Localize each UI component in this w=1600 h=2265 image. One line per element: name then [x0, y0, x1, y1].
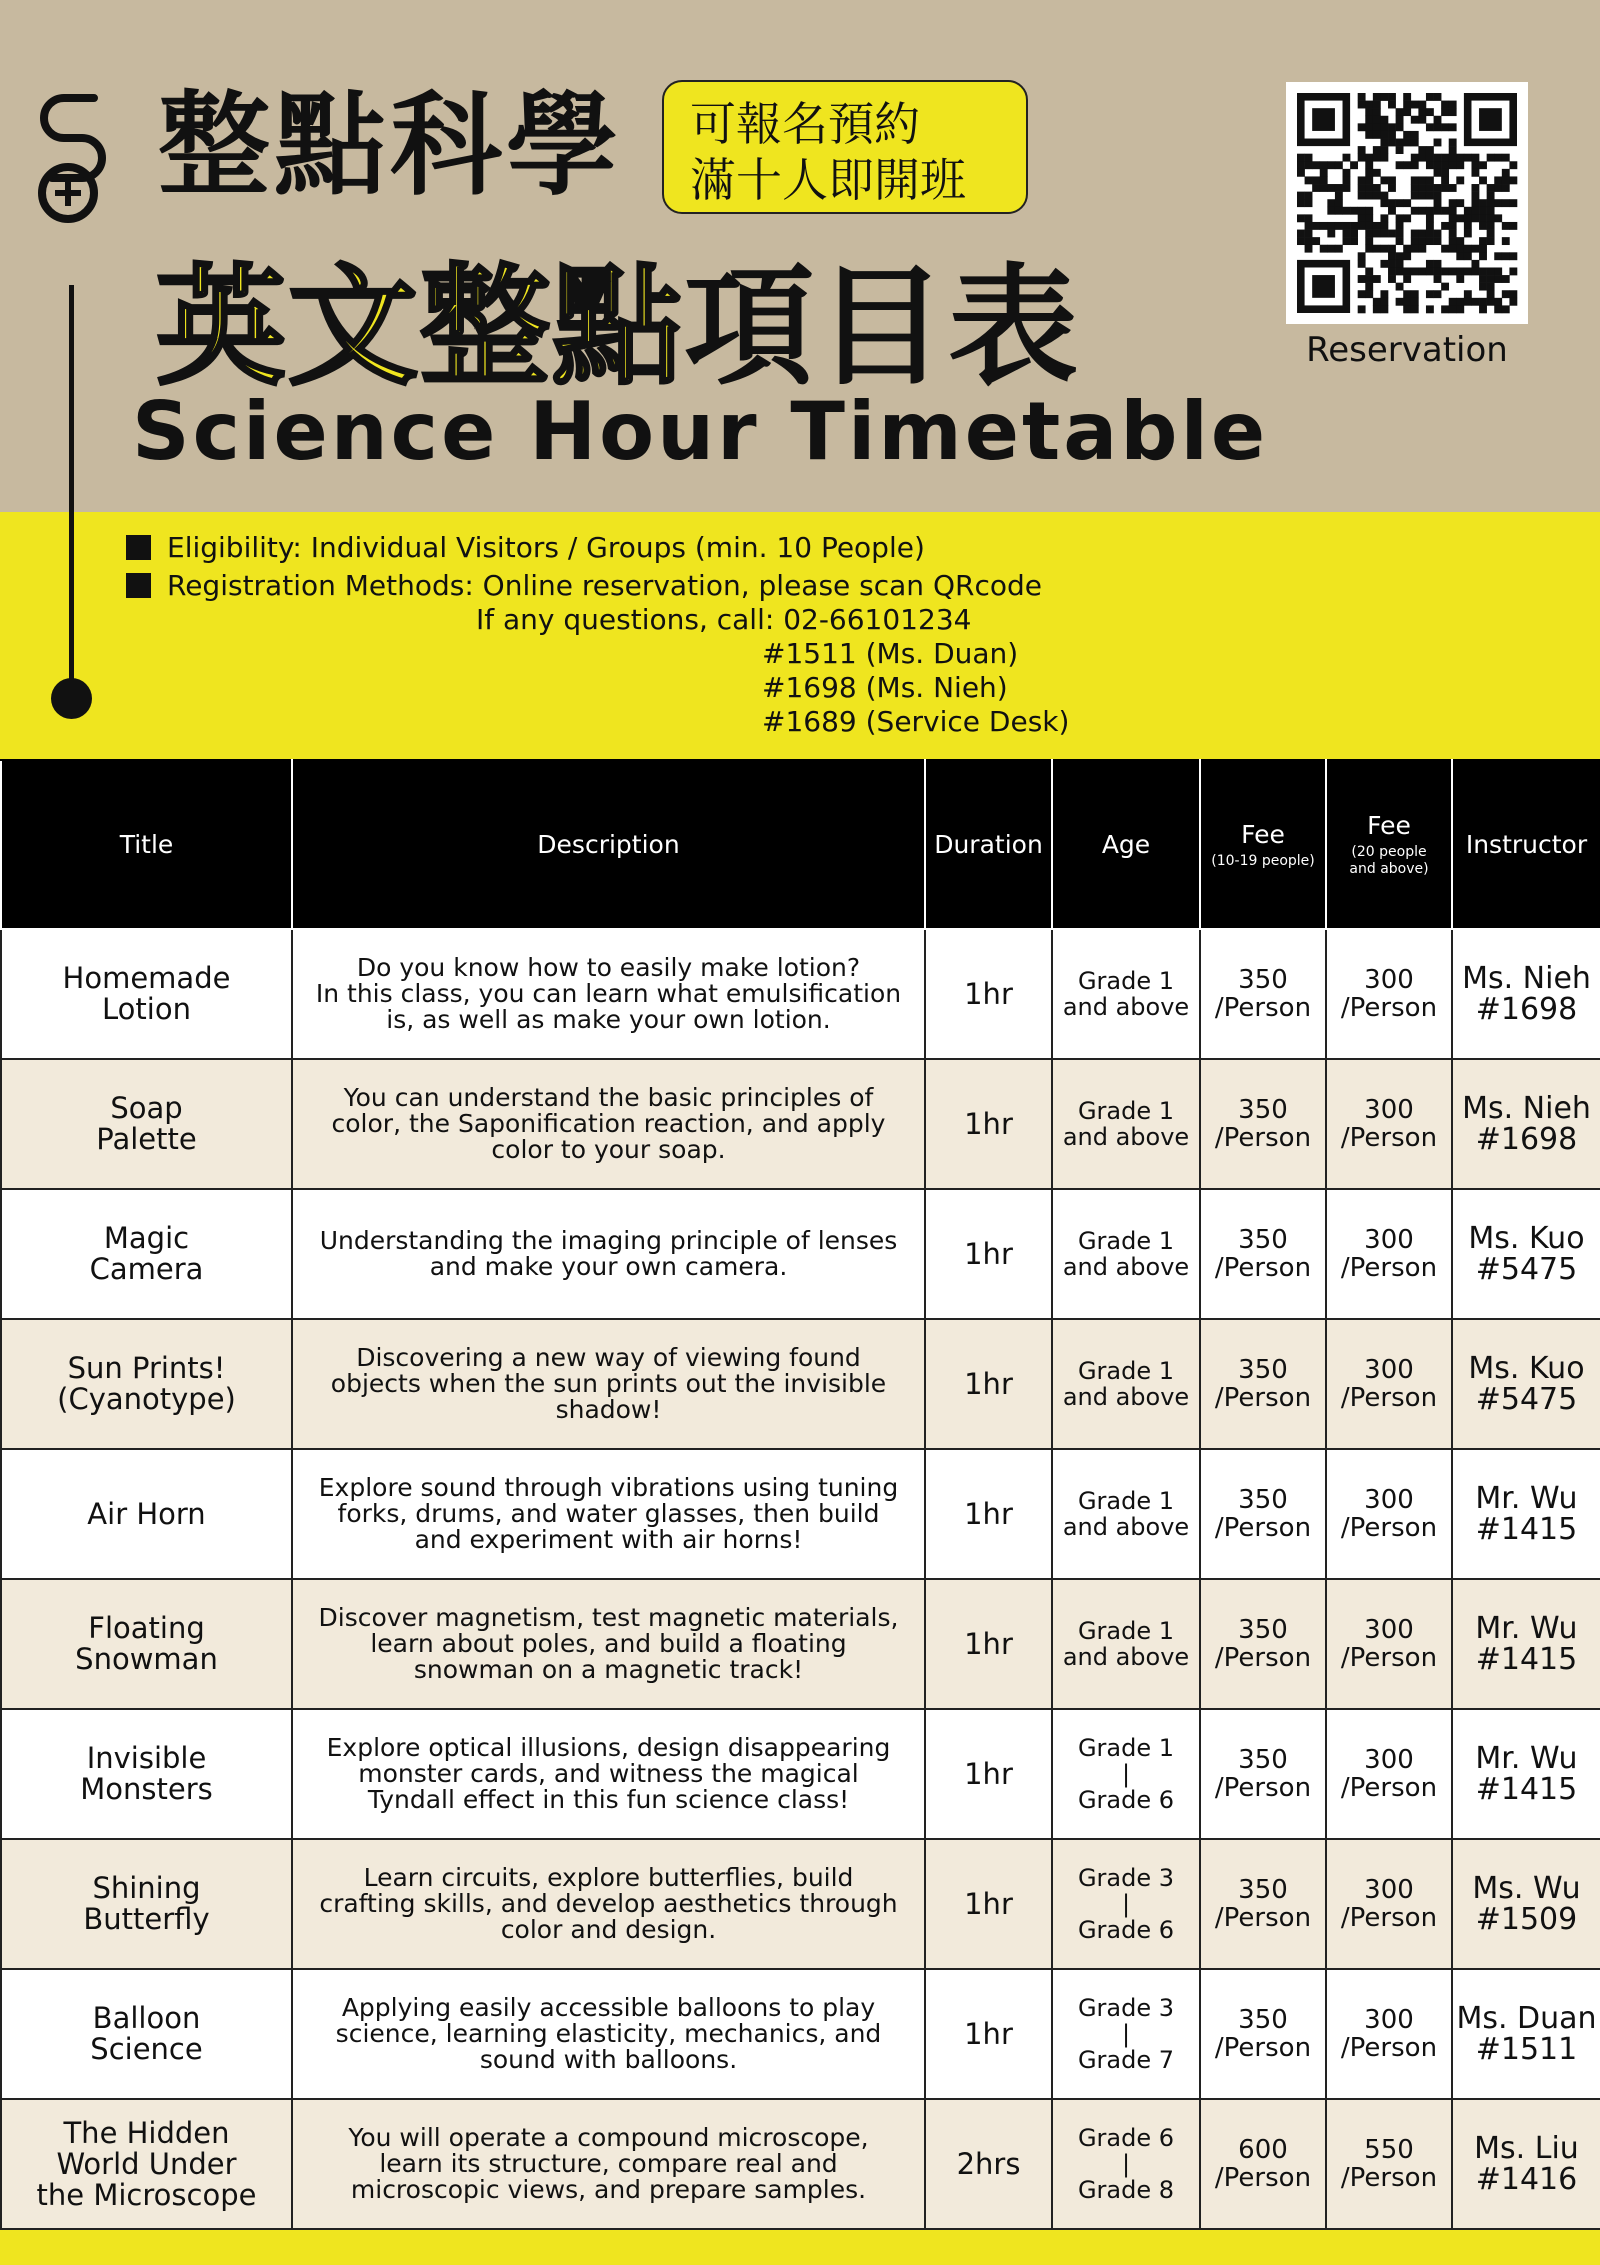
cell-description — [292, 929, 925, 1059]
cell-fee-small-group-line: 350 — [1238, 1875, 1288, 1905]
cell-age — [1052, 1319, 1200, 1449]
cell-instructor-line: #1698 — [1475, 992, 1578, 1027]
bullet-square-icon — [126, 573, 151, 598]
cell-instructor — [1452, 1189, 1600, 1319]
cell-age-line: Grade 1 — [1077, 1734, 1175, 1762]
cell-fee-small-group-line: 600 — [1238, 2135, 1288, 2165]
cell-title — [1, 1969, 292, 2099]
table-row — [1, 929, 1600, 1059]
cell-instructor-line: Ms. Wu — [1472, 1871, 1581, 1906]
cell-description-line: and make your own camera. — [429, 1252, 788, 1281]
cell-age-line: Grade 8 — [1077, 2176, 1175, 2204]
cell-instructor — [1452, 1969, 1600, 2099]
cell-description — [292, 1449, 925, 1579]
cell-fee-large-group-line: 300 — [1364, 2005, 1414, 2035]
cell-fee-small-group-line: /Person — [1214, 1123, 1312, 1153]
cell-duration: 2hrs — [925, 2099, 1052, 2229]
cell-fee-small-group-line: 350 — [1238, 1225, 1288, 1255]
cell-title — [1, 1839, 292, 1969]
cell-duration: 1hr — [925, 1839, 1052, 1969]
fee2-note-line-1: (20 people — [1351, 844, 1427, 860]
cell-fee-large-group-line: 300 — [1364, 1745, 1414, 1775]
cell-fee-small-group — [1200, 1449, 1326, 1579]
cell-title-line: Homemade — [62, 961, 231, 995]
cell-instructor-line: #1416 — [1475, 2162, 1578, 2197]
table-row — [1, 1319, 1600, 1449]
cell-age-line: and above — [1062, 1123, 1190, 1151]
cell-age-line: and above — [1062, 1383, 1190, 1411]
cell-description — [292, 1189, 925, 1319]
cell-description-line: science, learning elasticity, mechanics, and — [335, 2019, 882, 2048]
cell-duration: 1hr — [925, 1189, 1052, 1319]
cell-age-line: and above — [1062, 1643, 1190, 1671]
cell-age-line: Grade 3 — [1077, 1864, 1175, 1892]
cell-age — [1052, 929, 1200, 1059]
qr-code-graphic — [1286, 82, 1528, 324]
registration-text: Registration Methods: Online reservation, please scan QRcode — [167, 569, 1042, 602]
cell-fee-large-group-line: /Person — [1340, 1773, 1438, 1803]
cell-age — [1052, 1709, 1200, 1839]
cell-instructor — [1452, 1319, 1600, 1449]
cell-fee-small-group-line: 350 — [1238, 2005, 1288, 2035]
cell-title-line: Butterfly — [83, 1902, 210, 1936]
cell-age-line: | — [1121, 2150, 1131, 2178]
cell-title — [1, 1319, 292, 1449]
cell-age-line: Grade 1 — [1077, 1227, 1175, 1255]
cell-fee-small-group-line: 350 — [1238, 965, 1288, 995]
cell-description — [292, 1059, 925, 1189]
cell-description — [292, 1709, 925, 1839]
table-row — [1, 1579, 1600, 1709]
cell-fee-large-group — [1326, 1059, 1452, 1189]
cell-description-line: You will operate a compound microscope, — [348, 2123, 869, 2152]
cell-duration: 1hr — [925, 1709, 1052, 1839]
cell-fee-small-group — [1200, 1189, 1326, 1319]
cell-instructor-line: #1415 — [1475, 1772, 1578, 1807]
cell-title — [1, 1189, 292, 1319]
cell-age-line: Grade 6 — [1077, 2124, 1175, 2152]
cell-description — [292, 2099, 925, 2229]
cell-fee-large-group-line: /Person — [1340, 993, 1438, 1023]
cell-description-line: is, as well as make your own lotion. — [386, 1005, 831, 1034]
cell-fee-large-group — [1326, 2099, 1452, 2229]
cell-title — [1, 1709, 292, 1839]
cell-description — [292, 1319, 925, 1449]
page-title-en: Science Hour Timetable — [132, 385, 1269, 478]
bullet-square-icon — [126, 535, 151, 560]
cell-fee-small-group-line: 350 — [1238, 1355, 1288, 1385]
cell-title-line: Monsters — [80, 1772, 213, 1806]
cell-description — [292, 1579, 925, 1709]
cell-description-line: shadow! — [555, 1395, 662, 1424]
cell-description-line: monster cards, and witness the magical — [358, 1759, 859, 1788]
cell-age-line: Grade 1 — [1077, 1097, 1175, 1125]
cell-description — [292, 1969, 925, 2099]
cell-title-line: Camera — [89, 1252, 204, 1286]
cell-age — [1052, 1059, 1200, 1189]
cell-description-line: Explore optical illusions, design disappearing — [326, 1733, 891, 1762]
cell-title-line: Science — [90, 2032, 203, 2066]
cell-fee-large-group — [1326, 1969, 1452, 2099]
table-row — [1, 1059, 1600, 1189]
cell-instructor-line: #1415 — [1475, 1512, 1578, 1547]
cell-instructor — [1452, 1839, 1600, 1969]
table-row — [1, 1839, 1600, 1969]
cell-title-line: The Hidden — [63, 2115, 230, 2150]
cell-age-line: Grade 1 — [1077, 967, 1175, 995]
decorative-dot — [51, 678, 92, 719]
title-cn-yellow: 英文整點 — [156, 251, 685, 403]
cell-fee-large-group-line: 300 — [1364, 1485, 1414, 1515]
cell-age — [1052, 1969, 1200, 2099]
cell-age — [1052, 1579, 1200, 1709]
cell-title-line: Soap — [110, 1091, 183, 1125]
cell-description-line: sound with balloons. — [479, 2045, 738, 2074]
cell-age — [1052, 2099, 1200, 2229]
cell-description-line: Learn circuits, explore butterflies, build — [363, 1863, 854, 1892]
header-instructor: Instructor — [1452, 760, 1600, 929]
cell-fee-large-group-line: /Person — [1340, 1253, 1438, 1283]
cell-title-line: (Cyanotype) — [57, 1382, 236, 1416]
cell-fee-small-group-line: /Person — [1214, 1643, 1312, 1673]
cell-title-line: Sun Prints! — [67, 1351, 226, 1385]
cell-instructor-line: #1511 — [1475, 2032, 1578, 2067]
cell-duration: 1hr — [925, 1319, 1052, 1449]
cell-fee-large-group-line: 300 — [1364, 1355, 1414, 1385]
fee1-label: Fee — [1241, 819, 1285, 849]
cell-age — [1052, 1189, 1200, 1319]
cell-age — [1052, 1839, 1200, 1969]
cell-duration: 1hr — [925, 1449, 1052, 1579]
cell-fee-small-group — [1200, 1579, 1326, 1709]
page-title-cn — [156, 251, 1081, 403]
cell-title-line: Balloon — [92, 2001, 201, 2035]
cell-fee-small-group-line: 350 — [1238, 1095, 1288, 1125]
cell-instructor-line: #1509 — [1475, 1902, 1578, 1937]
extension-nieh: #1698 (Ms. Nieh) — [762, 671, 1008, 704]
cell-fee-small-group-line: /Person — [1214, 993, 1312, 1023]
cell-instructor-line: Mr. Wu — [1475, 1611, 1578, 1646]
science-logo-icon — [38, 88, 108, 234]
reservation-qr-code[interactable] — [1286, 82, 1528, 324]
extension-service-desk: #1689 (Service Desk) — [762, 705, 1070, 738]
cell-instructor-line: Ms. Liu — [1474, 2131, 1579, 2166]
cell-instructor — [1452, 1059, 1600, 1189]
fee1-note: (10-19 people) — [1211, 852, 1315, 869]
cell-fee-large-group-line: 300 — [1364, 965, 1414, 995]
cell-instructor — [1452, 1579, 1600, 1709]
cell-fee-small-group-line: /Person — [1214, 1253, 1312, 1283]
header-title: Title — [1, 760, 292, 929]
cell-fee-small-group-line: /Person — [1214, 1773, 1312, 1803]
cell-title-line: Invisible — [86, 1741, 207, 1775]
cell-instructor-line: Mr. Wu — [1475, 1741, 1578, 1776]
cell-instructor-line: #1698 — [1475, 1122, 1578, 1157]
cell-age-line: and above — [1062, 1253, 1190, 1281]
cell-title — [1, 2099, 292, 2229]
cell-title — [1, 1059, 292, 1189]
cell-age-line: | — [1121, 2020, 1131, 2048]
qr-label: Reservation — [1306, 330, 1508, 370]
cell-title-line: Lotion — [102, 992, 191, 1026]
call-line: If any questions, call: 02-66101234 — [476, 603, 972, 636]
cell-age-line: Grade 1 — [1077, 1617, 1175, 1645]
table-row — [1, 1969, 1600, 2099]
table-row — [1, 1449, 1600, 1579]
cell-age — [1052, 1449, 1200, 1579]
cell-description-line: forks, drums, and water glasses, then build — [337, 1499, 880, 1528]
cell-age-line: | — [1121, 1890, 1131, 1918]
decorative-line — [69, 285, 74, 680]
cell-fee-large-group — [1326, 929, 1452, 1059]
cell-fee-large-group — [1326, 1449, 1452, 1579]
cell-fee-small-group — [1200, 1059, 1326, 1189]
cell-fee-small-group — [1200, 1839, 1326, 1969]
cell-fee-large-group-line: /Person — [1340, 1513, 1438, 1543]
cell-description-line: color and design. — [500, 1915, 717, 1944]
eligibility-text: Eligibility: Individual Visitors / Groups (min. 10 People) — [167, 531, 925, 564]
reservation-badge — [662, 80, 1028, 214]
cell-fee-large-group — [1326, 1189, 1452, 1319]
table-row — [1, 1709, 1600, 1839]
header-fee-small-group — [1200, 760, 1326, 929]
cell-fee-small-group-line: 350 — [1238, 1615, 1288, 1645]
eligibility-line — [126, 531, 925, 564]
cell-description-line: In this class, you can learn what emulsification — [315, 979, 902, 1008]
badge-line-1: 可報名預約 — [690, 97, 920, 151]
cell-fee-small-group — [1200, 929, 1326, 1059]
cell-description-line: and experiment with air horns! — [414, 1525, 803, 1554]
cell-description-line: Do you know how to easily make lotion? — [356, 953, 861, 982]
fee2-note — [1327, 844, 1451, 878]
cell-duration: 1hr — [925, 1059, 1052, 1189]
cell-instructor — [1452, 1449, 1600, 1579]
cell-description-line: You can understand the basic principles of — [343, 1083, 874, 1112]
cell-fee-large-group — [1326, 1579, 1452, 1709]
cell-instructor — [1452, 1709, 1600, 1839]
cell-age-line: Grade 3 — [1077, 1994, 1175, 2022]
cell-description-line: Explore sound through vibrations using tuning — [318, 1473, 899, 1502]
cell-description-line: objects when the sun prints out the invisible — [330, 1369, 887, 1398]
cell-age-line: Grade 6 — [1077, 1916, 1175, 1944]
cell-instructor-line: Ms. Nieh — [1462, 1091, 1591, 1126]
cell-description-line: color to your soap. — [491, 1135, 726, 1164]
cell-fee-small-group — [1200, 2099, 1326, 2229]
registration-line — [126, 569, 1042, 602]
cell-age-line: Grade 6 — [1077, 1786, 1175, 1814]
cell-age-line: and above — [1062, 993, 1190, 1021]
cell-age-line: and above — [1062, 1513, 1190, 1541]
header-duration: Duration — [925, 760, 1052, 929]
cell-fee-small-group-line: /Person — [1214, 1383, 1312, 1413]
cell-title-line: Snowman — [75, 1642, 218, 1676]
cell-fee-large-group-line: /Person — [1340, 1383, 1438, 1413]
cell-fee-large-group-line: 300 — [1364, 1875, 1414, 1905]
cell-description-line: Understanding the imaging principle of lenses — [319, 1226, 898, 1255]
cell-title — [1, 1449, 292, 1579]
cell-title-line: Magic — [103, 1221, 190, 1255]
header-fee-large-group — [1326, 760, 1452, 929]
cell-fee-small-group-line: /Person — [1214, 1513, 1312, 1543]
cell-duration: 1hr — [925, 1579, 1052, 1709]
cell-age-line: Grade 7 — [1077, 2046, 1175, 2074]
cell-title — [1, 929, 292, 1059]
cell-fee-small-group-line: /Person — [1214, 2163, 1312, 2193]
cell-fee-large-group-line: 300 — [1364, 1225, 1414, 1255]
cell-fee-small-group — [1200, 1709, 1326, 1839]
table-row — [1, 1189, 1600, 1319]
header-description: Description — [292, 760, 925, 929]
cell-description-line: Discover magnetism, test magnetic materials, — [318, 1603, 899, 1632]
fee2-label: Fee — [1367, 811, 1411, 840]
cell-fee-large-group-line: 550 — [1364, 2135, 1414, 2165]
cell-fee-small-group-line: 350 — [1238, 1745, 1288, 1775]
cell-title-line: Floating — [88, 1611, 205, 1645]
cell-fee-large-group-line: /Person — [1340, 2033, 1438, 2063]
cell-age-line: | — [1121, 1760, 1131, 1788]
cell-title-line: World Under — [56, 2146, 237, 2181]
table-row — [1, 2099, 1600, 2229]
cell-fee-large-group-line: /Person — [1340, 1643, 1438, 1673]
cell-description — [292, 1839, 925, 1969]
cell-instructor-line: Ms. Kuo — [1468, 1351, 1585, 1386]
cell-title-line: Air Horn — [87, 1496, 206, 1531]
cell-fee-large-group — [1326, 1839, 1452, 1969]
cell-fee-large-group — [1326, 1319, 1452, 1449]
cell-instructor-line: Mr. Wu — [1475, 1481, 1578, 1516]
cell-instructor-line: Ms. Duan — [1456, 2001, 1597, 2036]
cell-fee-small-group-line: /Person — [1214, 2033, 1312, 2063]
cell-age-line: Grade 1 — [1077, 1357, 1175, 1385]
cell-description-line: microscopic views, and prepare samples. — [350, 2175, 867, 2204]
cell-instructor-line: Ms. Nieh — [1462, 961, 1591, 996]
cell-fee-small-group-line: /Person — [1214, 1903, 1312, 1933]
cell-fee-large-group-line: /Person — [1340, 1123, 1438, 1153]
cell-fee-small-group — [1200, 1319, 1326, 1449]
timetable — [0, 759, 1600, 2230]
cell-description-line: crafting skills, and develop aesthetics through — [319, 1889, 898, 1918]
title-cn-black: 項目表 — [684, 251, 1081, 403]
cell-instructor-line: Ms. Kuo — [1468, 1221, 1585, 1256]
brand-name: 整點科學 — [158, 81, 622, 211]
cell-duration: 1hr — [925, 1969, 1052, 2099]
header-age: Age — [1052, 760, 1200, 929]
fee2-note-line-2: and above) — [1349, 861, 1429, 877]
extension-duan: #1511 (Ms. Duan) — [762, 637, 1019, 670]
cell-description-line: learn about poles, and build a floating — [370, 1629, 847, 1658]
cell-instructor-line: #5475 — [1475, 1382, 1578, 1417]
cell-title — [1, 1579, 292, 1709]
cell-age-line: Grade 1 — [1077, 1487, 1175, 1515]
cell-instructor — [1452, 929, 1600, 1059]
cell-description-line: Tyndall effect in this fun science class! — [367, 1785, 850, 1814]
cell-fee-large-group-line: 300 — [1364, 1095, 1414, 1125]
cell-fee-large-group — [1326, 1709, 1452, 1839]
cell-fee-large-group-line: /Person — [1340, 2163, 1438, 2193]
cell-instructor-line: #5475 — [1475, 1252, 1578, 1287]
badge-line-2: 滿十人即開班 — [690, 153, 966, 207]
cell-description-line: Applying easily accessible balloons to play — [341, 1993, 876, 2022]
cell-fee-large-group-line: 300 — [1364, 1615, 1414, 1645]
cell-title-line: the Microscope — [36, 2177, 257, 2212]
cell-title-line: Shining — [92, 1871, 201, 1905]
cell-description-line: color, the Saponification reaction, and apply — [331, 1109, 886, 1138]
cell-instructor — [1452, 2099, 1600, 2229]
cell-fee-small-group — [1200, 1969, 1326, 2099]
cell-description-line: learn its structure, compare real and — [379, 2149, 838, 2178]
cell-description-line: Discovering a new way of viewing found — [356, 1343, 861, 1372]
cell-fee-large-group-line: /Person — [1340, 1903, 1438, 1933]
table-header-row — [1, 760, 1600, 929]
cell-fee-small-group-line: 350 — [1238, 1485, 1288, 1515]
cell-duration: 1hr — [925, 929, 1052, 1059]
cell-instructor-line: #1415 — [1475, 1642, 1578, 1677]
cell-title-line: Palette — [96, 1122, 197, 1156]
cell-description-line: snowman on a magnetic track! — [413, 1655, 804, 1684]
